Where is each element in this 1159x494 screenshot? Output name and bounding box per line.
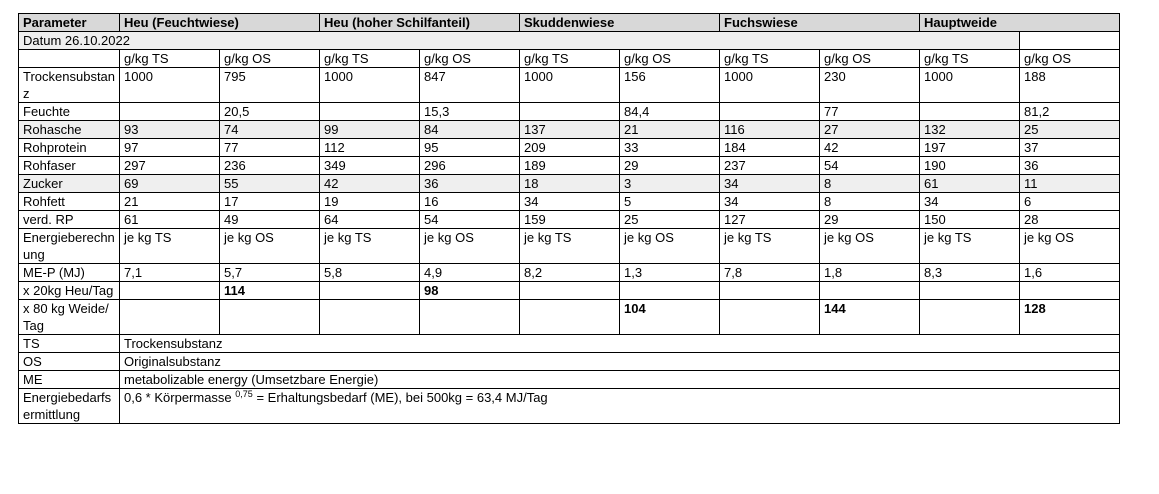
table-cell: 21 [620, 121, 720, 139]
table-cell: 25 [1020, 121, 1120, 139]
energy-formula [120, 389, 1120, 424]
legend-text: Originalsubstanz [120, 353, 1120, 371]
table-cell: 77 [820, 103, 920, 121]
table-cell: 17 [220, 193, 320, 211]
table-cell: 197 [920, 139, 1020, 157]
table-cell: 188 [1020, 68, 1120, 103]
table-cell: 98 [420, 282, 520, 300]
table-cell: 36 [1020, 157, 1120, 175]
table-cell: 297 [120, 157, 220, 175]
row-label: Rohasche [19, 121, 120, 139]
formula-text: 0,6 * Körpermasse [124, 390, 232, 405]
table-cell: 16 [420, 193, 520, 211]
table-cell: 84 [420, 121, 520, 139]
table-cell: 19 [320, 193, 420, 211]
table-cell: 104 [620, 300, 720, 335]
table-cell [920, 282, 1020, 300]
legend-row [19, 389, 1120, 424]
table-cell: je kg OS [620, 229, 720, 264]
table-row [19, 157, 1120, 175]
legend-term: Energiebedarfsermittlung [19, 389, 120, 424]
table-cell: 1,8 [820, 264, 920, 282]
table-row [19, 229, 1120, 264]
table-cell: 5,8 [320, 264, 420, 282]
legend-row [19, 335, 1120, 353]
table-row [19, 193, 1120, 211]
table-cell: 28 [1020, 211, 1120, 229]
table-cell: 8,3 [920, 264, 1020, 282]
unit-cell: g/kg TS [520, 50, 620, 68]
table-cell [320, 282, 420, 300]
legend-term: ME [19, 371, 120, 389]
table-cell: 127 [720, 211, 820, 229]
table-cell: 34 [720, 175, 820, 193]
unit-cell: g/kg TS [720, 50, 820, 68]
table-cell: 64 [320, 211, 420, 229]
legend-text: Trockensubstanz [120, 335, 1120, 353]
table-cell: 37 [1020, 139, 1120, 157]
table-cell: 128 [1020, 300, 1120, 335]
table-cell: 36 [420, 175, 520, 193]
table-cell: 8 [820, 193, 920, 211]
unit-cell: g/kg OS [220, 50, 320, 68]
unit-cell: g/kg OS [820, 50, 920, 68]
table-cell: 27 [820, 121, 920, 139]
table-cell: je kg TS [320, 229, 420, 264]
table-cell: 6 [1020, 193, 1120, 211]
table-cell: 21 [120, 193, 220, 211]
table-cell: 8,2 [520, 264, 620, 282]
table-cell: 1000 [920, 68, 1020, 103]
table-cell: 137 [520, 121, 620, 139]
unit-cell: g/kg OS [420, 50, 520, 68]
table-cell: 1000 [120, 68, 220, 103]
table-cell [420, 300, 520, 335]
table-cell: 25 [620, 211, 720, 229]
row-label: Rohfett [19, 193, 120, 211]
row-label: Rohprotein [19, 139, 120, 157]
table-cell: 150 [920, 211, 1020, 229]
table-cell: je kg OS [220, 229, 320, 264]
table-cell: 15,3 [420, 103, 520, 121]
table-cell [320, 103, 420, 121]
table-cell: 237 [720, 157, 820, 175]
table-cell: 61 [920, 175, 1020, 193]
table-row [19, 139, 1120, 157]
table-cell: 1000 [520, 68, 620, 103]
table-cell [220, 300, 320, 335]
table-cell [120, 103, 220, 121]
table-cell [920, 300, 1020, 335]
table-row [19, 68, 1120, 103]
table-cell: 116 [720, 121, 820, 139]
date-row [19, 32, 1120, 50]
table-cell: 1000 [320, 68, 420, 103]
table-cell: je kg TS [720, 229, 820, 264]
table-cell [520, 103, 620, 121]
table-cell: je kg OS [1020, 229, 1120, 264]
table-cell: 95 [420, 139, 520, 157]
row-label: Zucker [19, 175, 120, 193]
table-cell: 42 [820, 139, 920, 157]
table-cell: 93 [120, 121, 220, 139]
table-cell: 1,6 [1020, 264, 1120, 282]
table-cell: 49 [220, 211, 320, 229]
table-row [19, 103, 1120, 121]
table-cell [720, 300, 820, 335]
table-cell: 18 [520, 175, 620, 193]
table-cell: 34 [920, 193, 1020, 211]
table-cell: je kg OS [820, 229, 920, 264]
table-row [19, 264, 1120, 282]
table-cell [520, 282, 620, 300]
legend-row [19, 353, 1120, 371]
table-cell [820, 282, 920, 300]
row-label: x 80 kg Weide/Tag [19, 300, 120, 335]
unit-cell: g/kg OS [1020, 50, 1120, 68]
table-cell: 42 [320, 175, 420, 193]
legend-term: OS [19, 353, 120, 371]
formula-text: = Erhaltungsbedarf (ME), bei 500kg = 63,4 MJ/Tag [252, 390, 548, 405]
units-row [19, 50, 1120, 68]
legend-row [19, 371, 1120, 389]
table-cell: 33 [620, 139, 720, 157]
table-cell: 144 [820, 300, 920, 335]
table-cell: je kg OS [420, 229, 520, 264]
table-row [19, 300, 1120, 335]
table-cell: 54 [820, 157, 920, 175]
table-cell: 3 [620, 175, 720, 193]
table-cell: 114 [220, 282, 320, 300]
table-cell: 29 [620, 157, 720, 175]
row-label: verd. RP [19, 211, 120, 229]
header-cell: Skuddenwiese [520, 14, 720, 32]
table-cell [620, 282, 720, 300]
table-row [19, 211, 1120, 229]
table-cell [1020, 282, 1120, 300]
unit-cell: g/kg TS [120, 50, 220, 68]
table-cell: 236 [220, 157, 320, 175]
unit-cell: g/kg TS [320, 50, 420, 68]
table-cell: 184 [720, 139, 820, 157]
table-cell [120, 300, 220, 335]
table-cell: 34 [520, 193, 620, 211]
formula-exponent: 0,75 [235, 389, 253, 399]
table-cell: 7,8 [720, 264, 820, 282]
table-cell: 61 [120, 211, 220, 229]
table-cell: 5,7 [220, 264, 320, 282]
table-cell: 55 [220, 175, 320, 193]
table-cell: 296 [420, 157, 520, 175]
table-row [19, 121, 1120, 139]
table-cell: 34 [720, 193, 820, 211]
row-label: Rohfaser [19, 157, 120, 175]
table-cell: 74 [220, 121, 320, 139]
table-cell: 5 [620, 193, 720, 211]
row-label: ME-P (MJ) [19, 264, 120, 282]
header-cell: Hauptweide [920, 14, 1120, 32]
table-cell: 209 [520, 139, 620, 157]
header-cell: Heu (Feuchtwiese) [120, 14, 320, 32]
table-cell: 8 [820, 175, 920, 193]
empty-cell [1020, 32, 1120, 50]
legend-term: TS [19, 335, 120, 353]
table-cell [520, 300, 620, 335]
table-cell: 132 [920, 121, 1020, 139]
row-label: Trockensubstanz [19, 68, 120, 103]
table-cell [320, 300, 420, 335]
table-cell: 847 [420, 68, 520, 103]
table-cell: 7,1 [120, 264, 220, 282]
table-cell: 69 [120, 175, 220, 193]
row-label: Feuchte [19, 103, 120, 121]
table-cell: je kg TS [520, 229, 620, 264]
table-cell [120, 282, 220, 300]
header-row [19, 14, 1120, 32]
header-cell: Fuchswiese [720, 14, 920, 32]
table-cell: je kg TS [120, 229, 220, 264]
table-row [19, 175, 1120, 193]
table-cell: 156 [620, 68, 720, 103]
table-cell: 1,3 [620, 264, 720, 282]
empty-cell [19, 50, 120, 68]
table-row [19, 282, 1120, 300]
unit-cell: g/kg TS [920, 50, 1020, 68]
table-cell: 159 [520, 211, 620, 229]
table-cell: 29 [820, 211, 920, 229]
legend-text: metabolizable energy (Umsetzbare Energie) [120, 371, 1120, 389]
table-cell [920, 103, 1020, 121]
table-cell: 4,9 [420, 264, 520, 282]
table-cell: 349 [320, 157, 420, 175]
table-cell: 84,4 [620, 103, 720, 121]
header-cell: Parameter [19, 14, 120, 32]
table-cell: 190 [920, 157, 1020, 175]
table-cell: 189 [520, 157, 620, 175]
date-cell: Datum 26.10.2022 [19, 32, 1020, 50]
table-cell: je kg TS [920, 229, 1020, 264]
table-cell: 77 [220, 139, 320, 157]
table-cell: 97 [120, 139, 220, 157]
table-cell: 112 [320, 139, 420, 157]
table-cell [720, 103, 820, 121]
table-cell: 1000 [720, 68, 820, 103]
unit-cell: g/kg OS [620, 50, 720, 68]
table-cell: 99 [320, 121, 420, 139]
table-cell: 230 [820, 68, 920, 103]
table-cell: 81,2 [1020, 103, 1120, 121]
table-cell: 20,5 [220, 103, 320, 121]
table-cell [720, 282, 820, 300]
feed-analysis-table [18, 13, 1120, 424]
table-cell: 795 [220, 68, 320, 103]
table-cell: 54 [420, 211, 520, 229]
header-cell: Heu (hoher Schilfanteil) [320, 14, 520, 32]
row-label: Energieberechnung [19, 229, 120, 264]
row-label: x 20kg Heu/Tag [19, 282, 120, 300]
table-cell: 11 [1020, 175, 1120, 193]
